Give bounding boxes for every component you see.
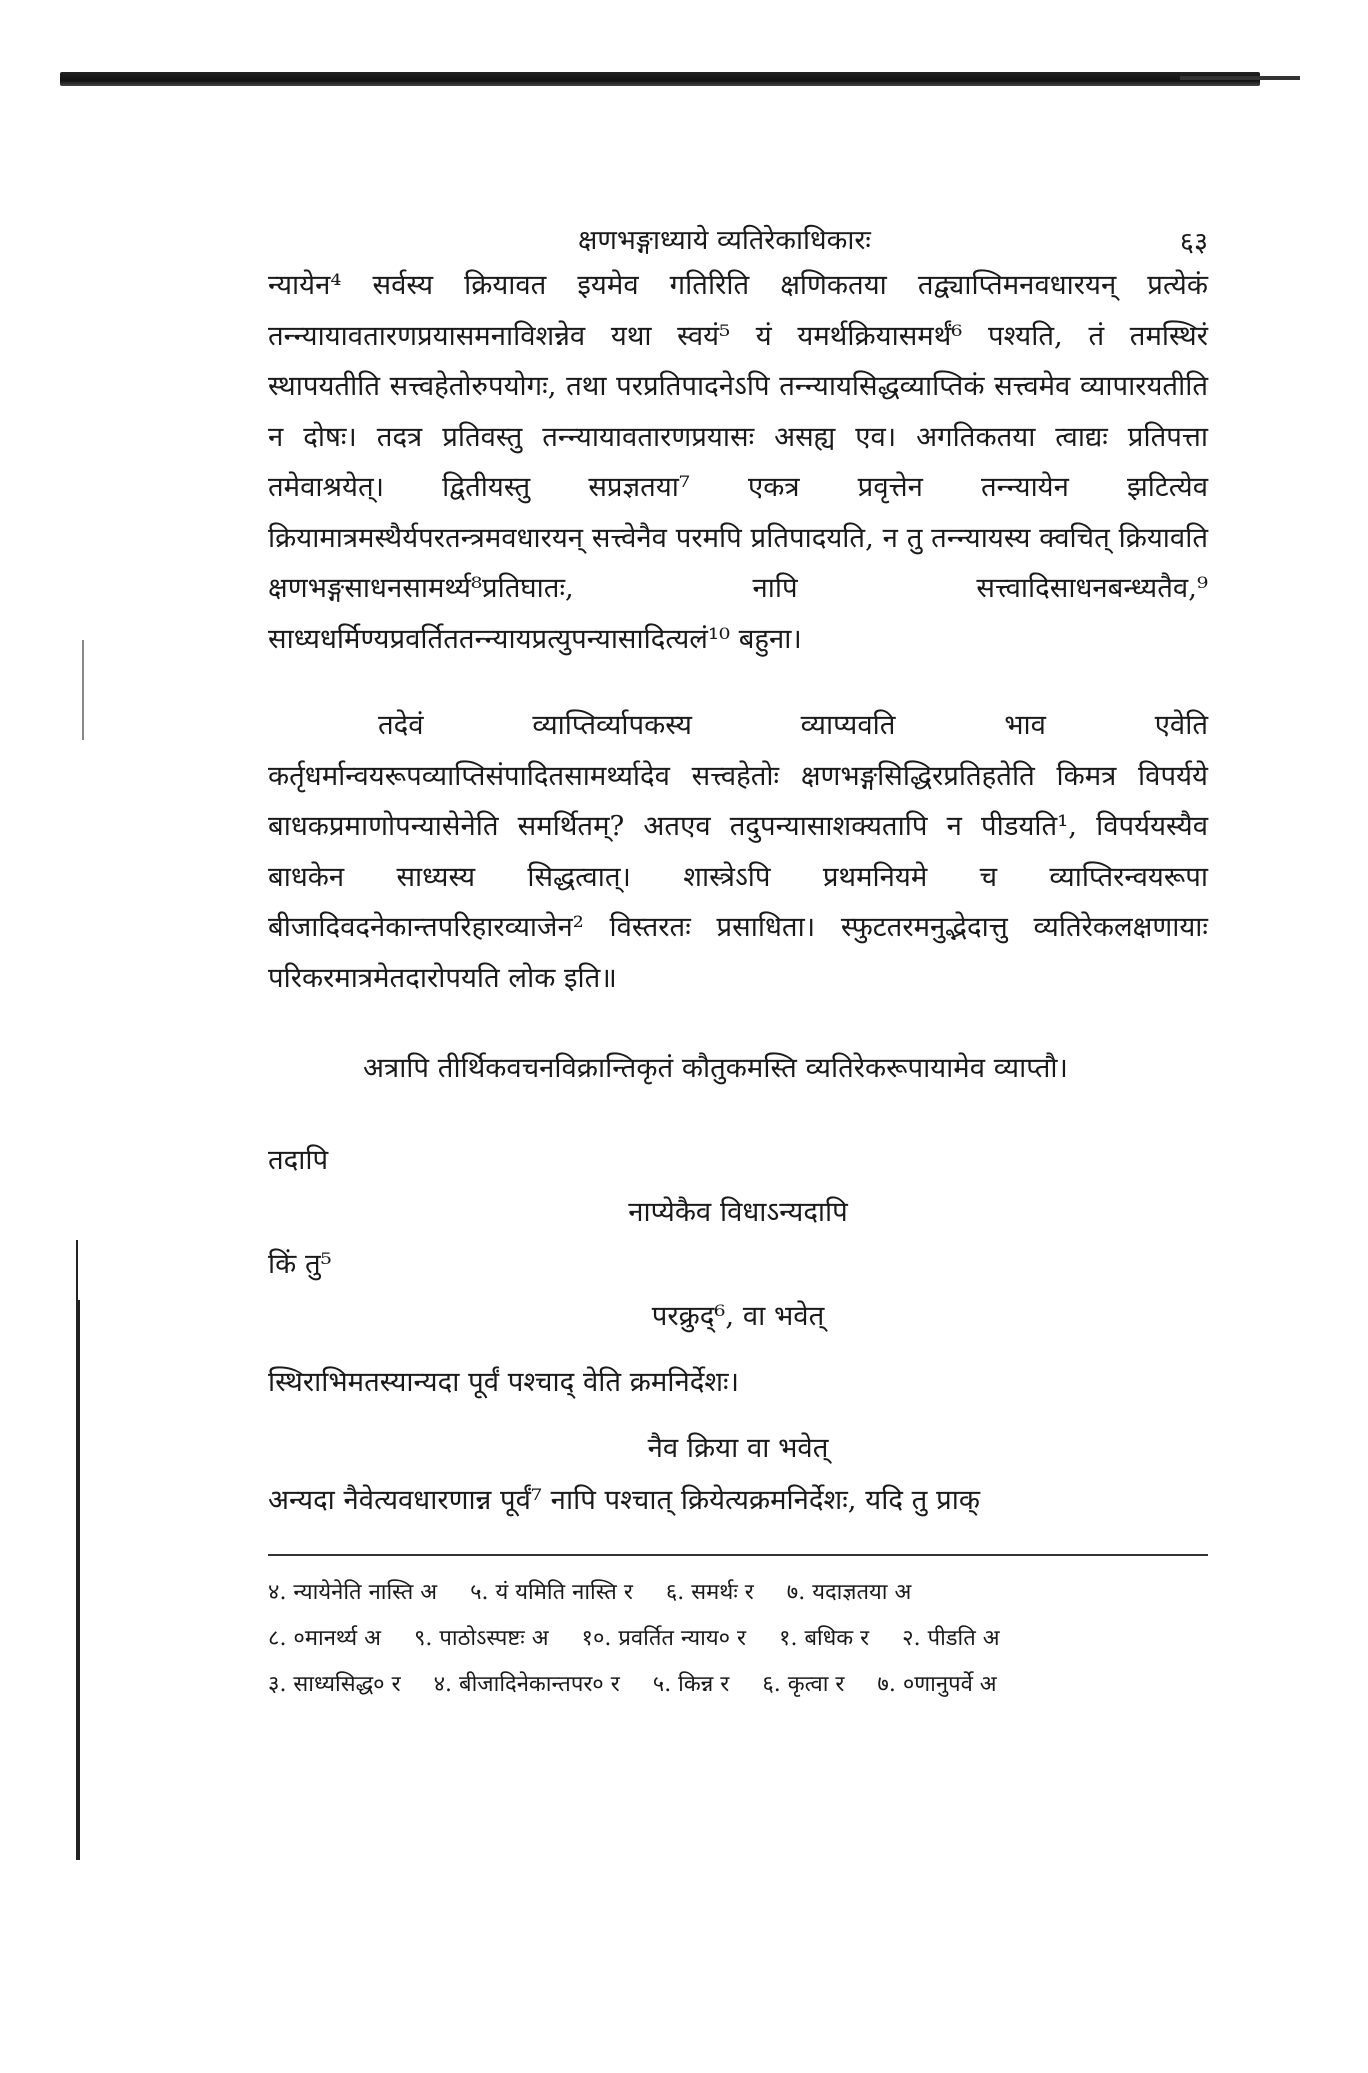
footnote: ७. यदाज्ञतया अ	[786, 1579, 912, 1605]
footnote: ३. साध्यसिद्ध० र	[268, 1671, 401, 1697]
left-margin-mark-upper	[76, 1240, 78, 1300]
line-anyada: अन्यदा नैवेत्यवधारणान्न पूर्वं⁷ नापि पश्चात् क्रियेत्यक्रमनिर्देशः, यदि तु प्राक्	[268, 1483, 980, 1516]
line-tadapi: तदापि	[268, 1143, 329, 1176]
footnote-row-1	[268, 1570, 1208, 1616]
footnote: ६. समर्थः र	[665, 1579, 754, 1605]
running-head	[268, 210, 1208, 260]
footnote: २. पीडति अ	[902, 1625, 1000, 1651]
paragraph-3: अत्रापि तीर्थिकवचनविक्रान्तिकृतं कौतुकमस्ति व्यतिरेकरूपायामेव व्याप्तौ।	[363, 1052, 1068, 1084]
footnote: १०. प्रवर्तित न्याय० र	[581, 1625, 747, 1651]
footnote-row-2	[268, 1616, 1208, 1662]
line-kim-tu: किं तु⁵	[268, 1247, 332, 1280]
footnote: ७. ०णानुपर्वे अ	[877, 1671, 997, 1697]
running-head-title: क्षणभङ्गाध्याये व्यतिरेकाधिकारः	[578, 225, 871, 256]
left-margin-mark	[76, 1300, 80, 1860]
line-kramanirdesha: स्थिराभिमतस्यान्यदा पूर्वं पश्चाद् वेति क्रमनिर्देशः।	[268, 1365, 740, 1398]
footnote-rule	[268, 1554, 1208, 1556]
footnote: ६. कृत्वा र	[762, 1671, 845, 1697]
footnote-row-3	[268, 1662, 1208, 1708]
footnote: ८. ०मानर्थ्य अ	[268, 1625, 381, 1651]
verse-1: नाप्येकैव विधाऽन्यदापि	[628, 1195, 848, 1228]
footnote: ४. न्यायेनेति नास्ति अ	[268, 1579, 438, 1605]
left-margin-tick	[82, 640, 84, 740]
verse-2: परक्रुद्⁶, वा भवेत्	[651, 1299, 825, 1332]
top-scan-rule	[60, 72, 1260, 86]
footnote: ५. यं यमिति नास्ति र	[470, 1579, 633, 1605]
verse-3: नैव क्रिया वा भवेत्	[647, 1431, 829, 1464]
footnote: १. बधिक र	[779, 1625, 870, 1651]
paragraph-2: तदेवं व्याप्तिर्व्यापकस्य व्याप्यवति भाव एवेति कर्तृधर्मान्वयरूपव्याप्तिसंपादितसामर्थ्यादेव सत्त्वहेतोः क्षणभङ्गसिद्धिरप्रतिहतेति किमत्र विपर्यये बाधकप्रमाणोपन्यासेनेति समर्थितम्? अतएव तदुपन्यासाशक्यतापि न पीडयति¹, विपर्ययस्यैव बाधकेन साध्यस्य सिद्धत्वात्। शास्त्रेऽपि प्रथमनियमे च व्याप्तिरन्वयरूपा बीजादिवदनेकान्तपरिहारव्याजेन² विस्तरतः प्रसाधिता। स्फुटतरमनुद्भेदात्तु व्यतिरेकलक्षणायाः परिकरमात्रमेतदारोपयति लोक इति॥	[268, 709, 1208, 994]
paragraph-1: न्यायेन⁴ सर्वस्य क्रियावत इयमेव गतिरिति क्षणिकतया तद्व्याप्तिमनवधारयन् प्रत्येकं तन्न्यायावतारणप्रयासमनाविशन्नेव यथा स्वयं⁵ यं यमर्थक्रियासमर्थं⁶ पश्यति, तं तमस्थिरं स्थापयतीति सत्त्वहेतोरुपयोगः, तथा परप्रतिपादनेऽपि तन्न्यायसिद्धव्याप्तिकं सत्त्वमेव व्यापारयतीति न दोषः। तदत्र प्रतिवस्तु तन्न्यायावतारणप्रयासः असह्य एव। अगतिकतया त्वाद्यः प्रतिपत्ता तमेवाश्रयेत्। द्वितीयस्तु सप्रज्ञतया⁷ एकत्र प्रवृत्तेन तन्न्यायेन झटित्येव क्रियामात्रमस्थैर्यपरतन्त्रमवधारयन् सत्त्वेनैव परमपि प्रतिपादयति, न तु तन्न्यायस्य क्वचित् क्रियावति क्षणभङ्गसाधनसामर्थ्य⁸प्रतिघातः, नापि सत्त्वादिसाधनबन्ध्यतैव,⁹ साध्यधर्मिण्यप्रवर्तिततन्न्यायप्रत्युपन्यासादित्यलं¹⁰ बहुना।	[268, 269, 1208, 655]
footnote: ५. किन्न र	[652, 1671, 730, 1697]
footnote: ४. बीजादिनेकान्तपर० र	[433, 1671, 620, 1697]
page-number: ६३	[1179, 227, 1208, 258]
page-body	[268, 210, 1208, 1708]
footnote: ९. पाठोऽस्पष्टः अ	[413, 1625, 549, 1651]
